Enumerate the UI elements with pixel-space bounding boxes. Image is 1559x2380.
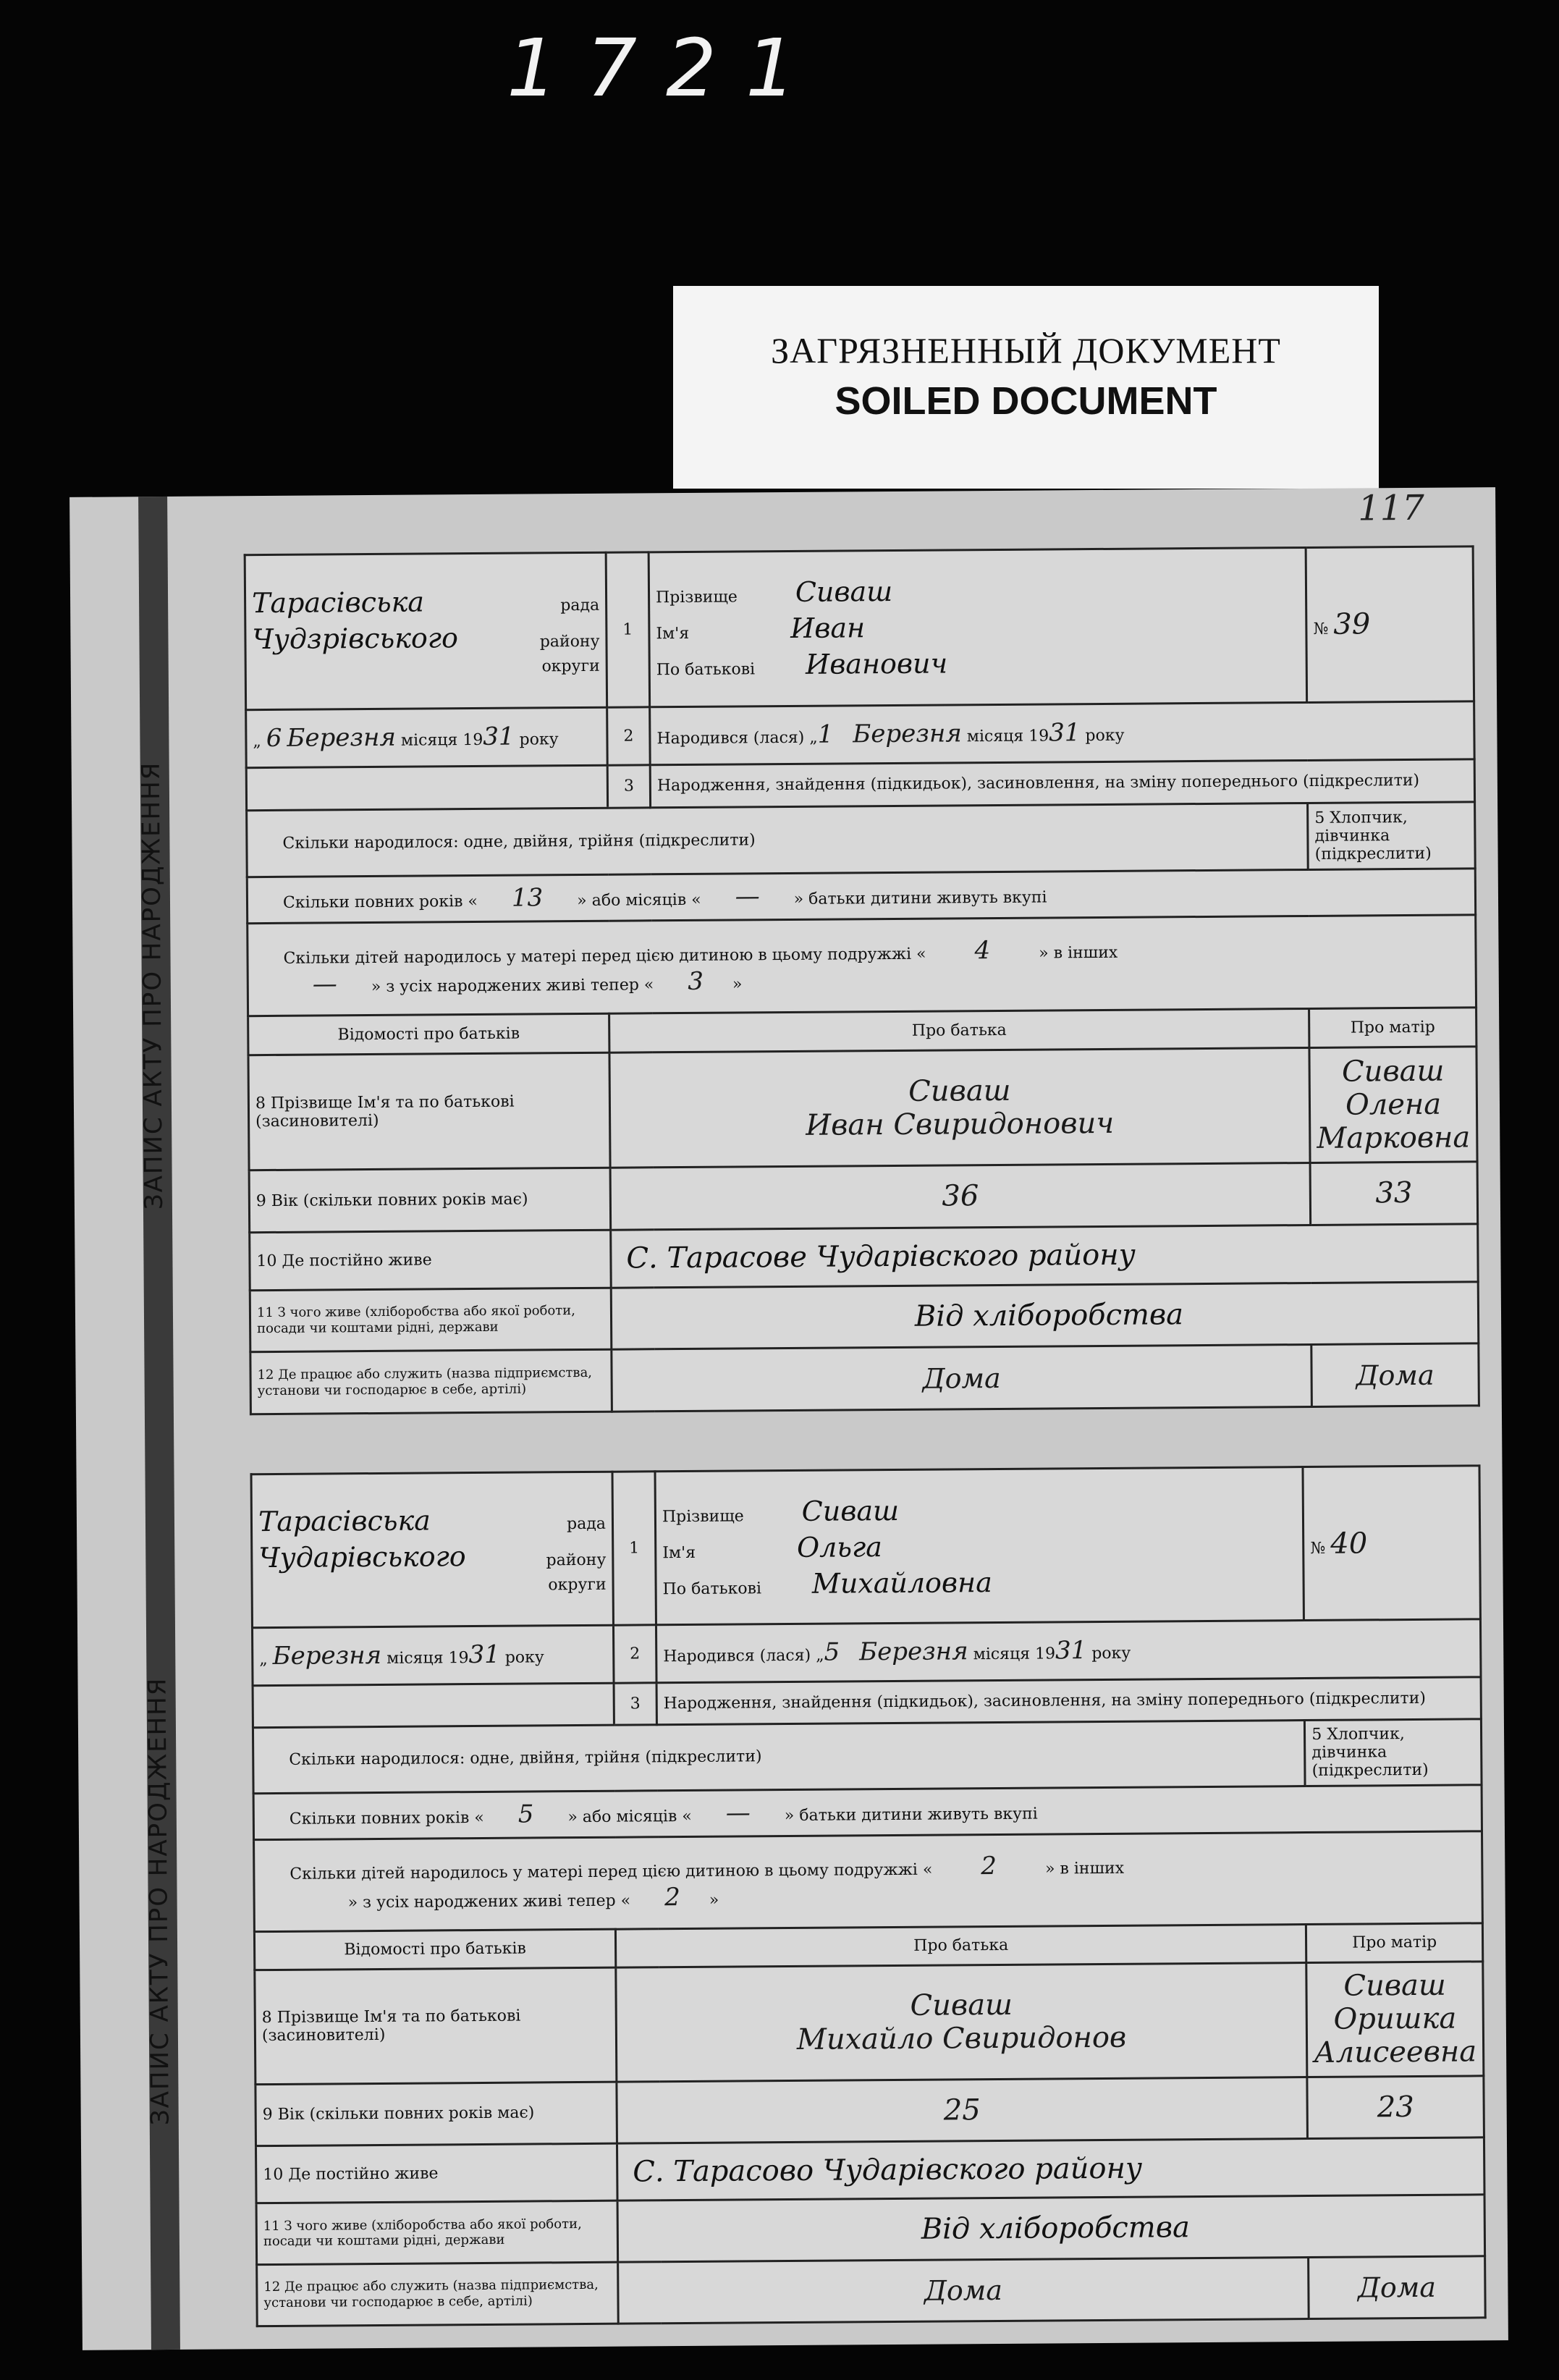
birth-year-label: року — [1085, 727, 1125, 746]
archive-number: 1721 — [507, 22, 825, 114]
district-name: Чудзрівського — [252, 622, 459, 656]
livelihood-value: Від хліборобства — [617, 2195, 1485, 2262]
record-number: 39 — [1333, 607, 1371, 642]
other-marriage-children — [290, 1885, 347, 1915]
reg-year: 31 — [468, 1640, 500, 1670]
surname-label: Прізвище — [662, 1506, 744, 1526]
previous-children-row: Скільки дітей народилось у матері перед цією дитиною в цьому подружжі « 2 » в інших » з усіх народжених живі тепер « 2 » — [254, 1831, 1483, 1932]
father-name-cell — [609, 1047, 1310, 1168]
council-name: Тарасівська — [258, 1504, 431, 1538]
row-number: 3 — [614, 1682, 656, 1725]
reg-day-prefix: „ — [253, 733, 261, 751]
district-name: Чударівського — [258, 1540, 466, 1574]
marriage-months: — — [735, 882, 760, 911]
born-label: Народився (лася) — [663, 1647, 811, 1666]
council-name: Тарасівська — [251, 586, 425, 620]
birth-year-prefix: 19 — [1028, 727, 1049, 746]
row-number: 1 — [612, 1472, 656, 1625]
previous-children-count: 4 — [974, 935, 991, 965]
reg-year-label: року — [519, 730, 559, 750]
row-number: 2 — [613, 1625, 656, 1683]
birth-year-label: року — [1091, 1645, 1131, 1663]
child-surname: Сиваш — [801, 1494, 900, 1527]
child-patronymic: Михайловна — [811, 1566, 992, 1600]
birth-day-prefix: „ — [809, 729, 818, 748]
child-name: Иван — [790, 612, 866, 645]
registry-office-cell — [245, 552, 607, 709]
marriage-months: — — [725, 1798, 751, 1828]
reg-day-prefix: „ — [259, 1650, 268, 1669]
registry-office-cell — [251, 1472, 613, 1628]
reg-year-label: року — [504, 1648, 544, 1668]
father-name-cell — [616, 1962, 1307, 2082]
father-name: Иван Свиридонович — [806, 1106, 1115, 1142]
name-label: Ім'я — [662, 1543, 696, 1562]
birth-year: 31 — [1055, 1636, 1087, 1666]
reg-month: Березня — [272, 1641, 382, 1671]
reg-year-prefix: 19 — [448, 1649, 469, 1668]
birth-record-2 — [143, 1464, 1487, 2327]
marriage-years: 5 — [517, 1799, 534, 1830]
birth-type-row: Народження, знайдення (підкидьок), засиновлення, на зміну попереднього (підкреслити) — [656, 1676, 1481, 1724]
alive-children-count: 2 — [664, 1882, 680, 1912]
child-surname: Сиваш — [795, 575, 893, 609]
parents-header-info: Відомості про батьків — [248, 1014, 609, 1055]
birth-month-label: місяця — [966, 727, 1024, 746]
parents-header-mother: Про матір — [1306, 1923, 1483, 1963]
previous-children-row: Скільки дітей народилось у матері перед цією дитиною в цьому подружжі « 4 » в інших — » з усіх народжених живі тепер « 3 » — [248, 915, 1476, 1016]
residence-label: 10 Де постійно живе — [255, 2143, 617, 2203]
number-label: № — [1313, 620, 1329, 639]
child-patronymic: Иванович — [805, 647, 948, 681]
alive-children-count: 3 — [688, 966, 704, 996]
record-side-title: ЗАПИС АКТУ ПРО НАРОДЖЕННЯ — [143, 1676, 175, 2125]
mother-age: 33 — [1310, 1162, 1477, 1225]
birth-day-prefix: „ — [816, 1646, 824, 1666]
record-number-cell — [1303, 1466, 1480, 1621]
parents-header-father: Про батька — [609, 1009, 1309, 1052]
number-label: № — [1310, 1539, 1326, 1558]
mother-workplace: Дома — [1309, 2256, 1485, 2319]
mother-name: Оришка Алисеевна — [1314, 2002, 1477, 2070]
record-number: 40 — [1330, 1526, 1368, 1561]
council-label: рада — [560, 596, 600, 615]
row-number: 1 — [606, 552, 649, 707]
document-page — [69, 487, 1508, 2350]
parent-name-label: 8 Прізвище Ім'я та по батькові (засиновителі) — [255, 1967, 617, 2084]
district-label: району — [546, 1550, 607, 1570]
reg-month-label: місяця — [400, 731, 458, 751]
father-workplace: Дома — [612, 1345, 1312, 1411]
residence-label: 10 Де постійно живе — [250, 1230, 612, 1291]
other-marriage-children: — — [312, 969, 337, 999]
parents-header-father: Про батька — [615, 1924, 1306, 1967]
parent-name-label: 8 Прізвище Ім'я та по батькові (засиновителі) — [248, 1052, 610, 1170]
workplace-label: 12 Де працює або служить (назва підприємства, установи чи господарює в себе, артілі) — [250, 1350, 612, 1414]
birth-year-prefix: 19 — [1034, 1645, 1056, 1663]
okrug-label: округи — [541, 657, 600, 676]
father-surname: Сиваш — [908, 1073, 1011, 1108]
birth-record-1 — [136, 545, 1480, 1415]
reg-month: Березня — [287, 723, 397, 754]
child-name-cell — [655, 1467, 1304, 1625]
child-name-cell — [648, 547, 1307, 706]
reg-year: 31 — [483, 722, 515, 752]
child-name: Ольга — [796, 1530, 883, 1564]
birth-month: Березня — [859, 1637, 968, 1667]
residence-value: С. Тарасово Чударівского району — [617, 2138, 1484, 2201]
livelihood-label: 11 З чого живе (хліборобства або якої роботи, посади чи коштами рідні, держави — [250, 1288, 612, 1352]
livelihood-label: 11 З чого живе (хліборобства або якої роботи, посади чи коштами рідні, держави — [256, 2200, 618, 2264]
reg-day: 6 — [266, 724, 282, 754]
birth-count-row: Скільки народилося: одне, двійня, трійня (підкреслити) — [247, 803, 1309, 877]
birth-month-label: місяця — [973, 1645, 1031, 1664]
mother-name-cell — [1309, 1047, 1477, 1163]
soiled-label-ru: ЗАГРЯЗНЕННЫЙ ДОКУМЕНТ — [771, 330, 1281, 371]
patronymic-label: По батькові — [656, 660, 756, 680]
mother-surname: Сиваш — [1341, 1054, 1445, 1089]
parent-age-label: 9 Вік (скільки повних років має) — [255, 2082, 617, 2145]
birth-year: 31 — [1049, 718, 1081, 748]
birth-date-cell — [656, 1619, 1481, 1682]
okrug-label: округи — [548, 1575, 607, 1595]
birth-month: Березня — [853, 719, 962, 749]
birth-day: 1 — [817, 720, 834, 750]
workplace-label: 12 Де працює або служить (назва підприємства, установи чи господарює в себе, артілі) — [257, 2262, 619, 2326]
mother-workplace: Дома — [1311, 1343, 1479, 1406]
record-side-title: ЗАПИС АКТУ ПРО НАРОДЖЕННЯ — [136, 761, 169, 1210]
reg-year-prefix: 19 — [462, 731, 483, 750]
father-name: Михайло Свиридонов — [796, 2021, 1127, 2057]
child-sex-row: 5 Хлопчик, дівчинка (підкреслити) — [1308, 802, 1476, 870]
father-workplace: Дома — [618, 2258, 1309, 2324]
mother-name: Олена Марковна — [1317, 1087, 1471, 1155]
previous-children-count: 2 — [981, 1851, 997, 1881]
soiled-document-label — [673, 286, 1379, 489]
livelihood-value: Від хліборобства — [611, 1282, 1479, 1350]
registration-date-cell — [246, 707, 608, 768]
child-sex-row: 5 Хлопчик, дівчинка (підкреслити) — [1305, 1719, 1482, 1786]
reg-month-label: місяця — [386, 1649, 444, 1668]
father-age: 25 — [617, 2077, 1308, 2143]
mother-surname: Сиваш — [1343, 1969, 1446, 2004]
marriage-duration-row: Скільки повних років « 13 » або місяців « — » батьки дитини живуть вкупі — [247, 869, 1475, 924]
birth-count-row: Скільки народилося: одне, двійня, трійня (підкреслити) — [253, 1720, 1305, 1793]
parents-header-info: Відомості про батьків — [254, 1929, 615, 1970]
district-label: району — [539, 632, 600, 651]
born-label: Народився (лася) — [656, 729, 805, 748]
father-age: 36 — [610, 1163, 1311, 1230]
record-table — [250, 1464, 1487, 2327]
parent-age-label: 9 Вік (скільки повних років має) — [249, 1168, 611, 1232]
mother-name-cell — [1306, 1962, 1484, 2077]
parents-header-mother: Про матір — [1309, 1008, 1476, 1047]
registration-date-cell — [252, 1625, 614, 1685]
marriage-duration-row: Скільки повних років « 5 » або місяців « — » батьки дитини живуть вкупі — [253, 1785, 1482, 1839]
name-label: Ім'я — [656, 625, 690, 643]
row-number: 2 — [607, 707, 651, 766]
father-surname: Сиваш — [910, 1988, 1013, 2023]
birth-type-row: Народження, знайдення (підкидьок), засиновлення, на зміну попереднього (підкреслити) — [650, 759, 1474, 808]
marriage-years: 13 — [511, 883, 544, 913]
soiled-label-en: SOILED DOCUMENT — [835, 379, 1217, 423]
mother-age: 23 — [1307, 2076, 1484, 2139]
birth-date-cell — [650, 701, 1475, 765]
surname-label: Прізвище — [655, 588, 738, 607]
folio-number: 117 — [1358, 487, 1425, 529]
birth-day: 5 — [824, 1637, 840, 1667]
patronymic-label: По батькові — [662, 1579, 762, 1598]
council-label: рада — [567, 1514, 607, 1534]
record-table — [244, 545, 1480, 1415]
row-number: 3 — [607, 765, 650, 808]
residence-value: С. Тарасове Чударівского району — [611, 1223, 1479, 1288]
record-number-cell — [1306, 547, 1474, 702]
